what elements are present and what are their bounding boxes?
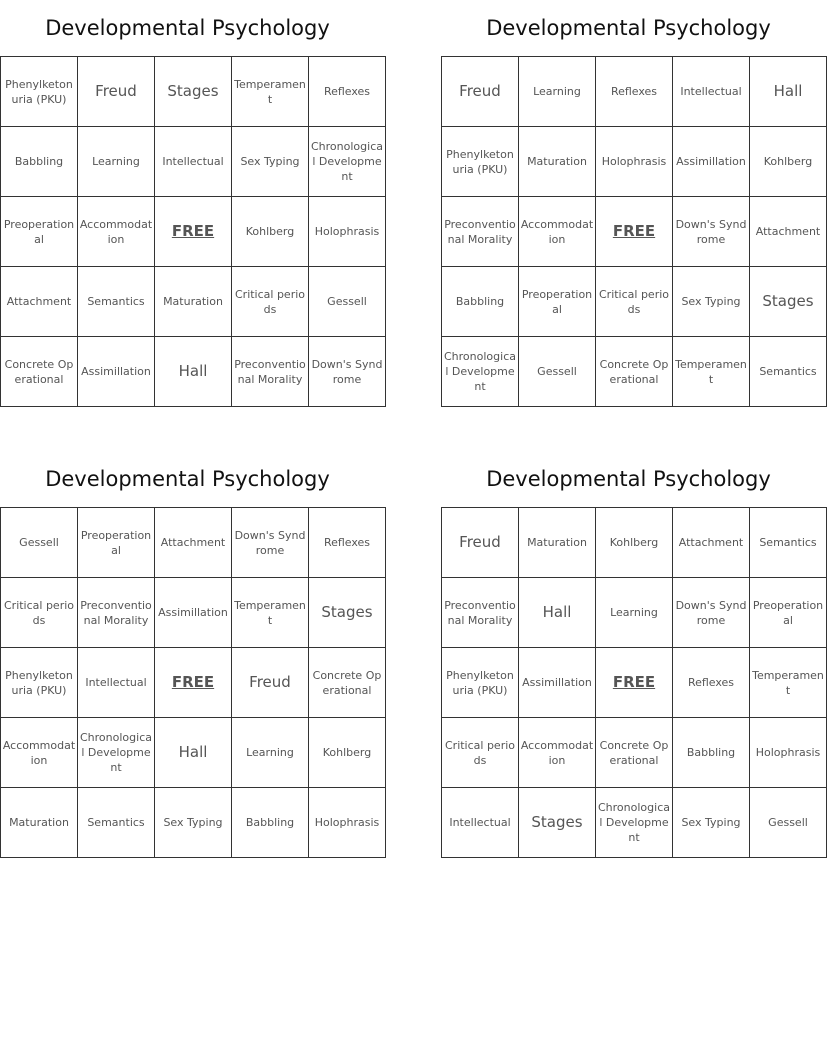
bingo-cell: Accommodation — [1, 718, 78, 788]
card-title: Developmental Psychology — [45, 467, 330, 491]
bingo-cell: Assimillation — [519, 648, 596, 718]
bingo-cell: Maturation — [519, 127, 596, 197]
free-space-cell: FREE — [155, 197, 232, 267]
bingo-cell: Reflexes — [673, 648, 750, 718]
bingo-cell: Concrete Operational — [1, 337, 78, 407]
bingo-cell: Babbling — [673, 718, 750, 788]
bingo-cell: Chronological Development — [596, 788, 673, 858]
bingo-cell: Semantics — [78, 788, 155, 858]
bingo-cell: Down's Syndrome — [309, 337, 386, 407]
bingo-grid — [0, 56, 386, 407]
free-space-cell: FREE — [155, 648, 232, 718]
bingo-cell: Sex Typing — [232, 127, 309, 197]
bingo-cell: Babbling — [232, 788, 309, 858]
bingo-cell: Down's Syndrome — [673, 578, 750, 648]
bingo-cell: Preconventional Morality — [442, 197, 519, 267]
bingo-cell: Stages — [309, 578, 386, 648]
bingo-cell: Accommodation — [78, 197, 155, 267]
bingo-cell: Hall — [155, 337, 232, 407]
bingo-cell: Learning — [519, 57, 596, 127]
bingo-cell: Critical periods — [232, 267, 309, 337]
bingo-cell: Preoperational — [750, 578, 827, 648]
bingo-cell: Kohlberg — [750, 127, 827, 197]
bingo-cell: Hall — [155, 718, 232, 788]
bingo-cell: Hall — [519, 578, 596, 648]
bingo-cell: Holophrasis — [596, 127, 673, 197]
bingo-cell: Kohlberg — [596, 508, 673, 578]
bingo-cell: Learning — [78, 127, 155, 197]
bingo-cell: Gessell — [750, 788, 827, 858]
bingo-cell: Freud — [232, 648, 309, 718]
bingo-cell: Attachment — [673, 508, 750, 578]
bingo-cell: Babbling — [1, 127, 78, 197]
bingo-cell: Critical periods — [442, 718, 519, 788]
bingo-cell: Sex Typing — [673, 267, 750, 337]
bingo-cell: Semantics — [750, 337, 827, 407]
bingo-cell: Holophrasis — [750, 718, 827, 788]
bingo-grid — [0, 507, 386, 858]
bingo-cell: Temperament — [232, 57, 309, 127]
bingo-cell: Phenylketonuria (PKU) — [1, 57, 78, 127]
bingo-cell: Reflexes — [309, 57, 386, 127]
bingo-cell: Sex Typing — [673, 788, 750, 858]
bingo-cell: Phenylketonuria (PKU) — [442, 648, 519, 718]
bingo-cell: Intellectual — [442, 788, 519, 858]
bingo-cell: Accommodation — [519, 197, 596, 267]
bingo-cell: Babbling — [442, 267, 519, 337]
bingo-cell: Reflexes — [309, 508, 386, 578]
bingo-cell: Phenylketonuria (PKU) — [1, 648, 78, 718]
free-space-cell: FREE — [596, 648, 673, 718]
bingo-cell: Temperament — [232, 578, 309, 648]
bingo-cell: Preoperational — [1, 197, 78, 267]
bingo-cell: Concrete Operational — [596, 337, 673, 407]
bingo-grid — [441, 56, 827, 407]
bingo-cell: Maturation — [519, 508, 596, 578]
bingo-cell: Freud — [78, 57, 155, 127]
bingo-cell: Assimillation — [78, 337, 155, 407]
bingo-card-2 — [441, 0, 821, 407]
bingo-cell: Holophrasis — [309, 788, 386, 858]
bingo-cell: Down's Syndrome — [673, 197, 750, 267]
bingo-cell: Learning — [596, 578, 673, 648]
bingo-cell: Gessell — [519, 337, 596, 407]
bingo-cell: Attachment — [750, 197, 827, 267]
bingo-cell: Sex Typing — [155, 788, 232, 858]
card-title: Developmental Psychology — [486, 467, 771, 491]
bingo-cell: Chronological Development — [442, 337, 519, 407]
free-space-cell: FREE — [596, 197, 673, 267]
bingo-cell: Intellectual — [155, 127, 232, 197]
bingo-cell: Attachment — [155, 508, 232, 578]
bingo-cell: Preconventional Morality — [442, 578, 519, 648]
bingo-cell: Gessell — [309, 267, 386, 337]
bingo-cell: Maturation — [1, 788, 78, 858]
bingo-cell: Chronological Development — [309, 127, 386, 197]
bingo-cell: Reflexes — [596, 57, 673, 127]
bingo-cell: Chronological Development — [78, 718, 155, 788]
card-title: Developmental Psychology — [45, 16, 330, 40]
bingo-cell: Temperament — [673, 337, 750, 407]
bingo-cell: Holophrasis — [309, 197, 386, 267]
bingo-cell: Concrete Operational — [596, 718, 673, 788]
bingo-cell: Semantics — [750, 508, 827, 578]
bingo-cell: Stages — [155, 57, 232, 127]
bingo-cell: Learning — [232, 718, 309, 788]
bingo-cell: Semantics — [78, 267, 155, 337]
bingo-cell: Phenylketonuria (PKU) — [442, 127, 519, 197]
bingo-cell: Concrete Operational — [309, 648, 386, 718]
bingo-cell: Attachment — [1, 267, 78, 337]
card-title: Developmental Psychology — [486, 16, 771, 40]
bingo-cell: Preoperational — [78, 508, 155, 578]
bingo-cell: Assimillation — [155, 578, 232, 648]
bingo-cell: Hall — [750, 57, 827, 127]
bingo-card-1 — [0, 0, 383, 407]
bingo-cell: Freud — [442, 57, 519, 127]
bingo-cell: Stages — [519, 788, 596, 858]
bingo-cell: Kohlberg — [232, 197, 309, 267]
bingo-cell: Preconventional Morality — [232, 337, 309, 407]
bingo-cell: Intellectual — [78, 648, 155, 718]
bingo-cell: Down's Syndrome — [232, 508, 309, 578]
bingo-card-4 — [441, 451, 824, 858]
bingo-grid — [441, 507, 827, 858]
bingo-cell: Accommodation — [519, 718, 596, 788]
bingo-cell: Stages — [750, 267, 827, 337]
bingo-cell: Preoperational — [519, 267, 596, 337]
bingo-cell: Gessell — [1, 508, 78, 578]
bingo-cell: Critical periods — [596, 267, 673, 337]
bingo-cell: Assimillation — [673, 127, 750, 197]
bingo-cell: Critical periods — [1, 578, 78, 648]
bingo-cell: Kohlberg — [309, 718, 386, 788]
bingo-card-3 — [0, 451, 382, 858]
bingo-cell: Maturation — [155, 267, 232, 337]
bingo-cell: Freud — [442, 508, 519, 578]
bingo-cell: Preconventional Morality — [78, 578, 155, 648]
bingo-cell: Intellectual — [673, 57, 750, 127]
bingo-cell: Temperament — [750, 648, 827, 718]
